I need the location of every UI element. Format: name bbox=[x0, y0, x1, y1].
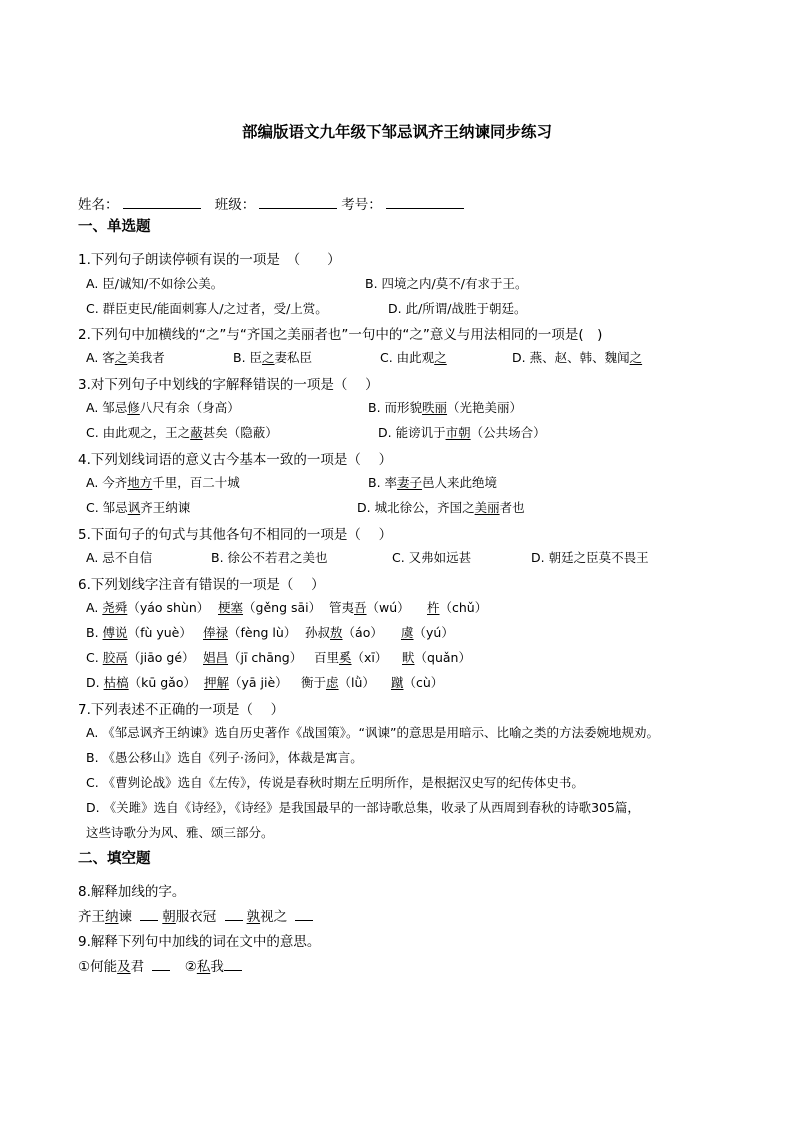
option-c[interactable]: C. 又弗如远甚 bbox=[392, 550, 472, 565]
option-c[interactable]: C. 由此观之 bbox=[380, 350, 447, 365]
pinyin-item: 管夷吾（wú） bbox=[329, 600, 410, 615]
question-stem: 4.下列划线词语的意义古今基本一致的一项是（ ） bbox=[78, 452, 393, 468]
answer-blank[interactable] bbox=[224, 969, 242, 971]
answer-blank[interactable] bbox=[295, 919, 313, 921]
name-label: 姓名： bbox=[78, 197, 119, 213]
class-label: 班级： bbox=[214, 197, 256, 213]
pinyin-item: 俸禄（fèng lù） bbox=[203, 625, 297, 640]
option-d[interactable]: D. 《关雎》选自《诗经》，《诗经》是我国最早的一部诗歌总集，收录了从西周到春秋的诗歌305篇， bbox=[86, 800, 640, 815]
option-b[interactable]: B. 徐公不若君之美也 bbox=[211, 550, 328, 565]
section-heading-single-choice: 一、单选题 bbox=[78, 219, 151, 235]
option-c[interactable]: C. 《曹刿论战》选自《左传》，传说是春秋时期左丘明所作，是根据汉史写的纪传体史书。 bbox=[86, 775, 584, 790]
pinyin-item: 孙叔敖（áo） bbox=[305, 625, 383, 640]
id-blank[interactable] bbox=[386, 207, 464, 209]
question-stem: 9.解释下列句中加线的词在文中的意思。 bbox=[78, 934, 321, 950]
option-a[interactable]: A. 臣/诚知/不如徐公美。 bbox=[86, 276, 224, 291]
pinyin-item: 衡于虑（lǜ） bbox=[301, 675, 375, 690]
name-blank[interactable] bbox=[123, 207, 201, 209]
option-b[interactable]: B. 而形貌昳丽（光艳美丽） bbox=[368, 400, 523, 415]
pinyin-item: 百里奚（xī） bbox=[314, 650, 388, 665]
option-d[interactable]: D. 朝廷之臣莫不畏王 bbox=[531, 550, 649, 565]
pinyin-item: 梗塞（gěng sāi） bbox=[218, 600, 322, 615]
pinyin-item: 押解（yā jiè） bbox=[204, 675, 288, 690]
option-d[interactable]: D. 燕、赵、韩、魏闻之 bbox=[512, 350, 643, 365]
option-a[interactable]: A. 忌不自信 bbox=[86, 550, 153, 565]
question-stem: 8.解释加线的字。 bbox=[78, 884, 186, 900]
question-stem: 2.下列句中加横线的“之”与“齐国之美丽者也”一句中的“之”意义与用法相同的一项是( ) bbox=[78, 327, 603, 343]
pinyin-item: 虞（yú） bbox=[401, 625, 454, 640]
option-b[interactable]: B. 四境之内/莫不/有求于王。 bbox=[365, 276, 528, 291]
option-d[interactable]: D. 枯槁（kū gǎo） bbox=[86, 675, 196, 690]
option-b[interactable]: B. 臣之妻私臣 bbox=[233, 350, 313, 365]
option-c[interactable]: C. 邹忌讽齐王纳谏 bbox=[86, 500, 191, 515]
section-heading-fill-blank: 二、填空题 bbox=[78, 851, 151, 867]
page-title: 部编版语文九年级下邹忌讽齐王纳谏同步练习 bbox=[241, 123, 552, 141]
option-a[interactable]: A. 《邹忌讽齐王纳谏》选自历史著作《战国策》。“讽谏”的意思是用暗示、比喻之类的方法委婉地规劝。 bbox=[86, 725, 659, 740]
question-stem: 5.下面句子的句式与其他各句不相同的一项是（ ） bbox=[78, 527, 393, 543]
option-c[interactable]: C. 由此观之，王之蔽甚矣（隐蔽） bbox=[86, 425, 278, 440]
question-stem: 7.下列表述不正确的一项是（ ） bbox=[78, 702, 285, 718]
option-a[interactable]: A. 客之美我者 bbox=[86, 350, 165, 365]
answer-blank[interactable] bbox=[152, 969, 170, 971]
question-stem: 6.下列划线字注音有错误的一项是（ ） bbox=[78, 577, 325, 593]
pinyin-item: 蹴（cù） bbox=[391, 675, 444, 690]
fill-line: 齐王纳谏 朝服衣冠 孰视之 bbox=[78, 905, 317, 925]
answer-blank[interactable] bbox=[225, 919, 243, 921]
answer-blank[interactable] bbox=[140, 919, 158, 921]
question-stem: 1.下列句子朗读停顿有误的一项是 （ ） bbox=[78, 252, 341, 268]
question-stem: 3.对下列句子中划线的字解释错误的一项是（ ） bbox=[78, 377, 379, 393]
option-b[interactable]: B. 傅说（fù yuè） bbox=[86, 625, 192, 640]
class-blank[interactable] bbox=[259, 207, 337, 209]
option-d[interactable]: D. 城北徐公，齐国之美丽者也 bbox=[357, 500, 525, 515]
option-b[interactable]: B. 率妻子邑人来此绝境 bbox=[368, 475, 498, 490]
student-info bbox=[78, 193, 468, 213]
fill-line: ①何能及君 ②私我 bbox=[78, 955, 246, 975]
id-label: 考号： bbox=[341, 197, 382, 213]
option-c[interactable]: C. 胶鬲（jiāo gé） bbox=[86, 650, 195, 665]
option-b[interactable]: B. 《愚公移山》选自《列子·汤问》，体裁是寓言。 bbox=[86, 750, 363, 765]
option-a[interactable]: A. 尧舜（yáo shùn） bbox=[86, 600, 210, 615]
option-a[interactable]: A. 今齐地方千里，百二十城 bbox=[86, 475, 240, 490]
pinyin-item: 畎（quǎn） bbox=[402, 650, 471, 665]
option-a[interactable]: A. 邹忌修八尺有余（身高） bbox=[86, 400, 240, 415]
option-d[interactable]: D. 能谤讥于市朝（公共场合） bbox=[378, 425, 546, 440]
pinyin-item: 娼昌（jī chāng） bbox=[203, 650, 303, 665]
pinyin-item: 杵（chǔ） bbox=[427, 600, 488, 615]
option-d[interactable]: D. 此/所谓/战胜于朝廷。 bbox=[388, 301, 527, 316]
option-c[interactable]: C. 群臣吏民/能面刺寡人/之过者，受/上赏。 bbox=[86, 301, 328, 316]
option-d-continued: 这些诗歌分为风、雅、颂三部分。 bbox=[86, 825, 274, 840]
